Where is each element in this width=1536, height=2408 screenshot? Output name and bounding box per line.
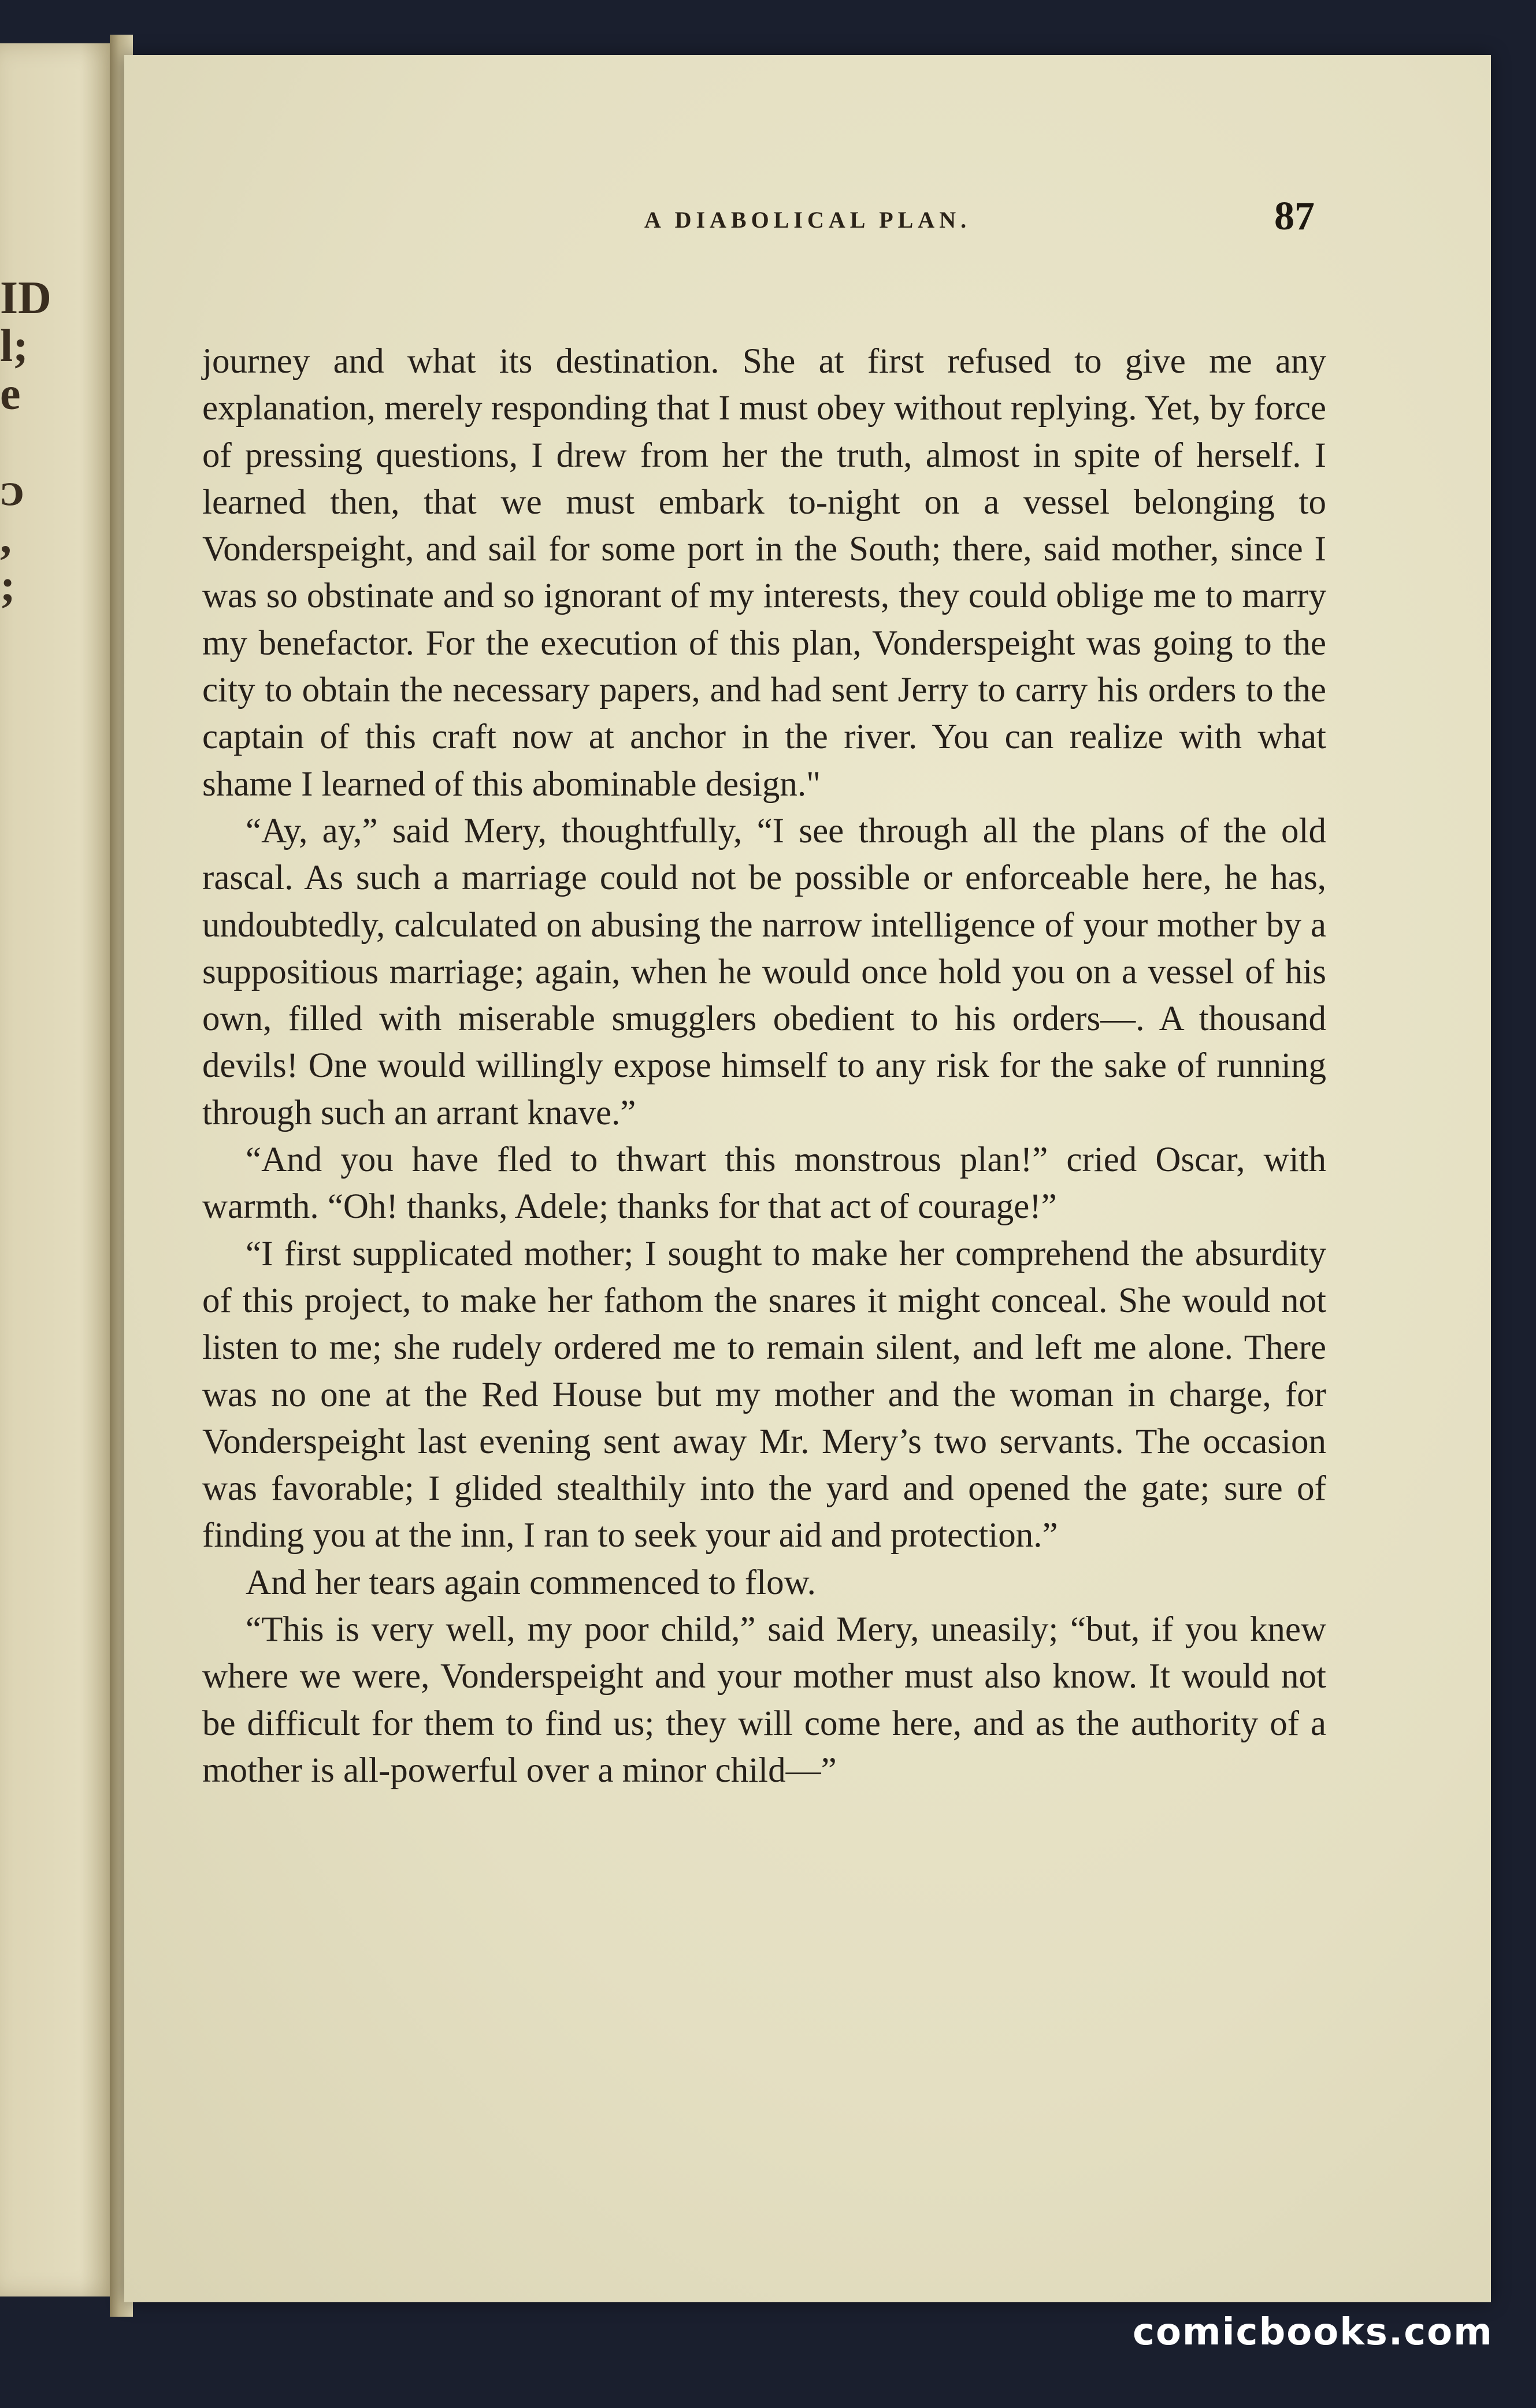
paragraph: “I first supplicated mother; I sought to make her comprehend the absurdity of this project, to make her fathom the snares it might conceal. She would not listen to me; she rudely ordered me to remain silent, and left me alone. There was no one at the Red House but my mother and the woman in charge, for Vonderspeight last evening sent away Mr. Mery’s two servants. The occasion was favorable; I glided stealthily into the yard and opened the gate; sure of finding you at the inn, I ran to seek your aid and protection.” (202, 1234, 1326, 1555)
running-head: A DIABOLICAL PLAN. (644, 207, 971, 233)
left-fragment: ᴐ (0, 464, 24, 515)
left-fragment: ; (0, 560, 16, 611)
left-page (0, 43, 116, 2296)
page-header (124, 194, 1491, 246)
body-text (202, 338, 1326, 1794)
site-watermark: comicbooks.com (1133, 2311, 1493, 2354)
page-number: 87 (1274, 194, 1315, 239)
left-fragment: l; (0, 321, 28, 371)
paragraph: “Ay, ay,” said Mery, thoughtfully, “I see through all the plans of the old rascal. As such a marriage could not be possible or enforceable here, he has, undoubtedly, calculated on abusing the narrow intelligence of your mother by a suppositious marriage; again, when he would once hold you on a vessel of his own, filled with miserable smugglers obedient to his orders—. A thousand devils! One would willingly expose himself to any risk for the sake of running through such an arrant knave.” (202, 811, 1326, 1132)
left-fragment: , (0, 512, 12, 563)
paragraph: “This is very well, my poor child,” said Mery, uneasily; “but, if you knew where we were, Vonderspeight and your mother must also know. It would not be difficult for them to find us; they will come here, and as the authority of a mother is all-powerful over a minor child—” (202, 1610, 1326, 1790)
paragraph: “And you have fled to thwart this monstrous plan!” cried Oscar, with warmth. “Oh! thanks, Adele; thanks for that act of courage!” (202, 1140, 1326, 1227)
right-page (124, 55, 1491, 2302)
left-fragment: e (0, 369, 21, 419)
paragraph-continuation: journey and what its destination. She at first refused to give me any explanation, merely responding that I must obey without replying. Yet, by force of pressing questions, I drew from her the truth, almost in spite of herself. I learned then, that we must embark to-night on a vessel belonging to Vonderspeight, and sail for some port in the South; there, said mother, since I was so obstinate and so ignorant of my interests, they could oblige me to marry my benefactor. For the execution of this plan, Vonderspeight was going to the city to obtain the necessary papers, and had sent Jerry to carry his orders to the captain of this craft now at anchor in the river. You can realize with what shame I learned of this abominable design." (202, 342, 1326, 804)
left-fragment (0, 418, 35, 466)
left-page-text-fragments (0, 273, 51, 611)
left-fragment: ID (0, 273, 51, 324)
paragraph: And her tears again commenced to flow. (246, 1563, 816, 1602)
